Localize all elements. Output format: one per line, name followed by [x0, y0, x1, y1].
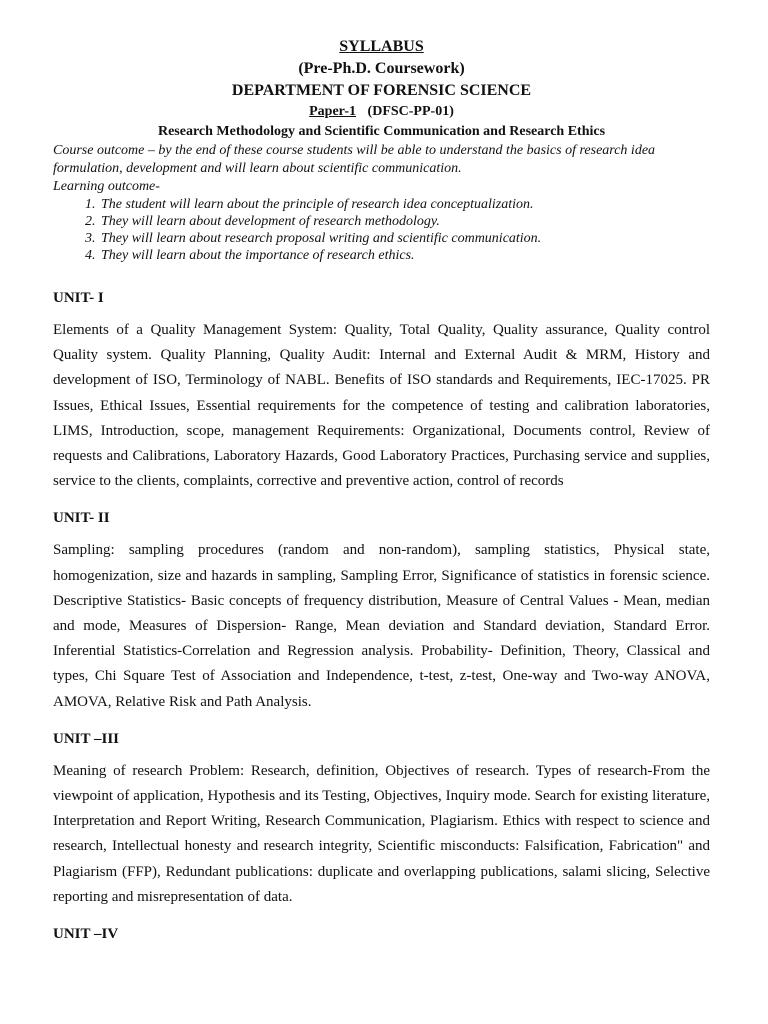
unit-4 — [53, 924, 710, 944]
unit-body: Sampling: sampling procedures (random and non-random), sampling statistics, Physical state, homogenization, size and hazards in sampling, Sampling Error, Significance of statistics in forensic science. Descriptive Statistics- Basic concepts of frequency distribution, Measure of Central Values - Mean, median and mode, Measures of Dispersion- Range, Mean deviation and Standard deviation, Standard Error. Inferential Statistics-Correlation and Regression analysis. Probability- Definition, Theory, Classical and types, Chi Square Test of Association and Independence, t-test, z-test, One-way and Two-way ANOVA, AMOVA, Relative Risk and Path Analysis. — [53, 542, 710, 710]
learning-outcome-item: 2. They will learn about development of research methodology. — [99, 213, 710, 230]
unit-heading: UNIT- II — [53, 510, 110, 527]
learning-outcome-list — [53, 196, 710, 264]
learning-outcome-label: Learning outcome- — [53, 179, 160, 194]
learning-outcome-item: 1. The student will learn about the principle of research idea conceptualization. — [99, 196, 710, 213]
unit-heading: UNIT- I — [53, 290, 104, 306]
document-subtitle: (Pre-Ph.D. Coursework) — [298, 60, 465, 77]
paper-code: (DFSC-PP-01) — [367, 104, 454, 119]
learning-outcome-item: 3. They will learn about research proposal writing and scientific communication. — [99, 230, 710, 247]
unit-heading: UNIT –IV — [53, 926, 119, 943]
course-title: Research Methodology and Scientific Communication and Research Ethics — [157, 124, 606, 139]
document-title: SYLLABUS — [339, 38, 424, 55]
unit-body: Meaning of research Problem: Research, definition, Objectives of research. Types of research-From the viewpoint of application, Hypothesis and its Testing, Objectives, Inquiry mode. Search for existing literature, Interpretation and Report Writing, Research Communication, Plagiarism. Ethics with respect to science and research, Intellectual honesty and research integrity, Scientific misconducts: Falsification, Fabrication" and Plagiarism (FFP), Redundant publications: duplicate and overlapping publications, salami slicing, Selective reporting and misrepresentation of data. — [53, 762, 710, 905]
course-intro — [53, 142, 710, 264]
unit-2 — [53, 508, 710, 714]
course-outcome: Course outcome – by the end of these course students will be able to understand the basics of research idea formulation, development and will learn about scientific communication. — [53, 143, 656, 176]
unit-heading: UNIT –III — [53, 730, 119, 747]
document-header — [53, 36, 710, 142]
paper-number: Paper-1 — [309, 104, 357, 119]
unit-3 — [53, 729, 710, 910]
learning-outcome-item: 4. They will learn about the importance of research ethics. — [99, 247, 710, 264]
unit-1 — [53, 288, 710, 494]
paper-line — [53, 102, 710, 122]
department-name: DEPARTMENT OF FORENSIC SCIENCE — [231, 82, 532, 99]
unit-body: Elements of a Quality Management System: Quality, Total Quality, Quality assurance, Quality control Quality system. Quality Planning, Quality Audit: Internal and External Audit & MRM, History and development of ISO, Terminology of NABL. Benefits of ISO standards and Requirements, IEC-17025. PR Issues, Ethical Issues, Essential requirements for the competence of testing and calibration laboratories, LIMS, Introduction, scope, management Requirements: Organizational, Documents control, Review of requests and Calibrations, Laboratory Hazards, Good Laboratory Practices, Purchasing service and supplies, service to the clients, complaints, corrective and preventive action, control of records — [53, 322, 710, 490]
